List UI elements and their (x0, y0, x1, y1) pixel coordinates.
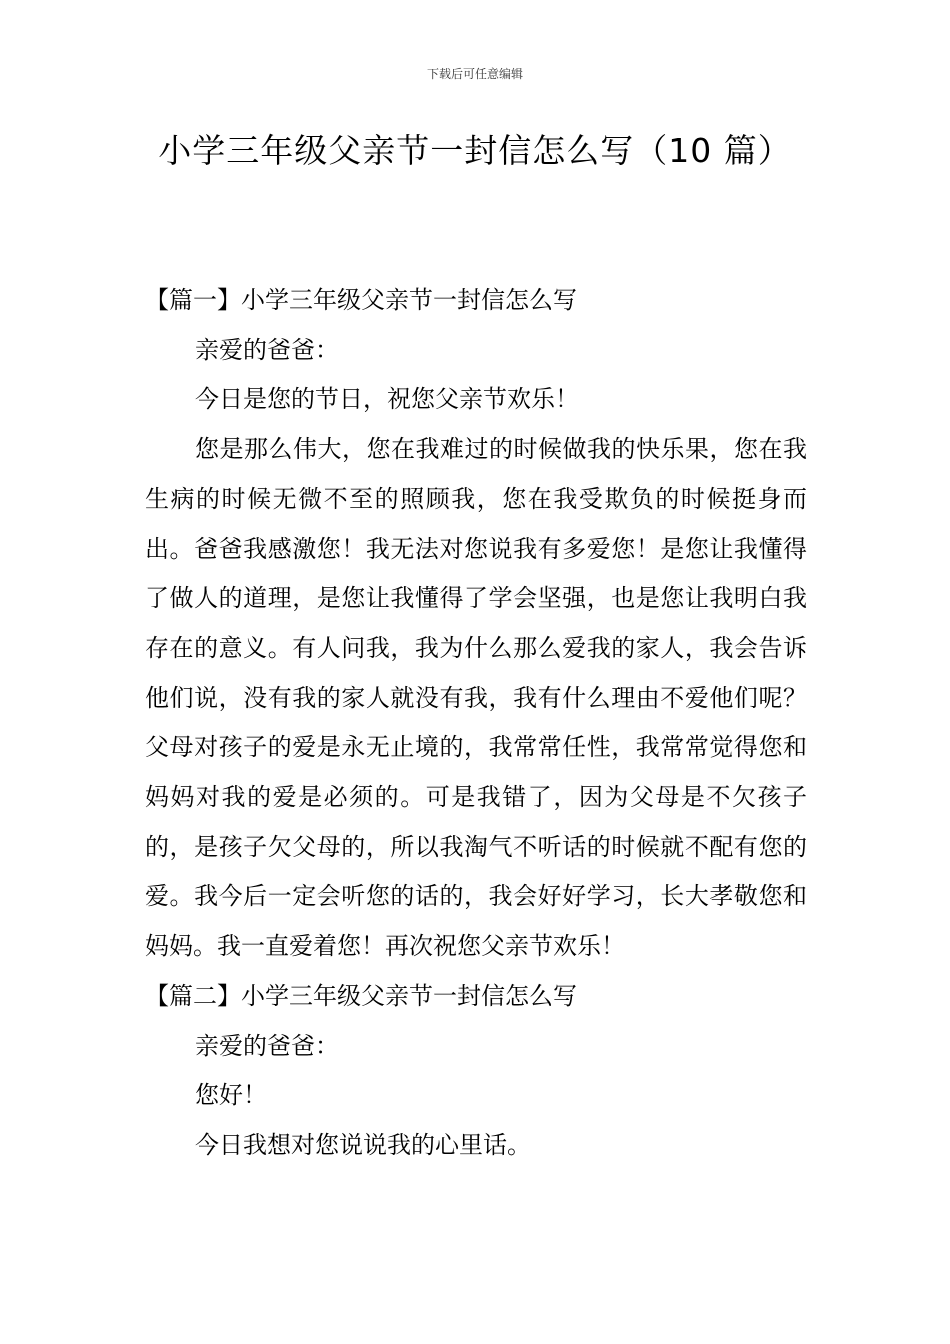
section-heading-2: 【篇二】小学三年级父亲节一封信怎么写 (145, 981, 577, 1010)
section-heading-1: 【篇一】小学三年级父亲节一封信怎么写 (145, 286, 577, 314)
letter-greeting: 今日是您的节日，祝您父亲节欢乐！ (195, 385, 579, 414)
letter-salutation: 亲爱的爸爸： (195, 335, 339, 364)
document-title: 小学三年级父亲节一封信怎么写（10 篇） (158, 131, 792, 170)
letter-body-paragraph: 今日我想对您说说我的心里话。 (195, 1130, 531, 1159)
letter-salutation: 亲爱的爸爸： (195, 1031, 339, 1060)
letter-greeting: 您好！ (195, 1081, 267, 1110)
header-note: 下载后可任意编辑 (426, 67, 523, 81)
document-body (145, 276, 807, 1171)
letter-body-paragraph: 您是那么伟大，您在我难过的时候做我的快乐果，您在我生病的时候无微不至的照顾我，您在我受欺负的时候挺身而出。爸爸我感激您！我无法对您说我有多爱您！是您让我懂得了做人的道理，是您让我懂得了学会坚强，也是您让我明白我存在的意义。有人问我，我为什么那么爱我的家人，我会告诉他们说，没有我的家人就没有我，我有什么理由不爱他们呢？父母对孩子的爱是永无止境的，我常常任性，我常常觉得您和妈妈对我的爱是必须的。可是我错了，因为父母是不欠孩子的，是孩子欠父母的，所以我淘气不听话的时候就不配有您的爱。我今后一定会听您的话的，我会好好学习，长大孝敬您和妈妈。我一直爱着您！再次祝您父亲节欢乐！ (145, 435, 807, 961)
